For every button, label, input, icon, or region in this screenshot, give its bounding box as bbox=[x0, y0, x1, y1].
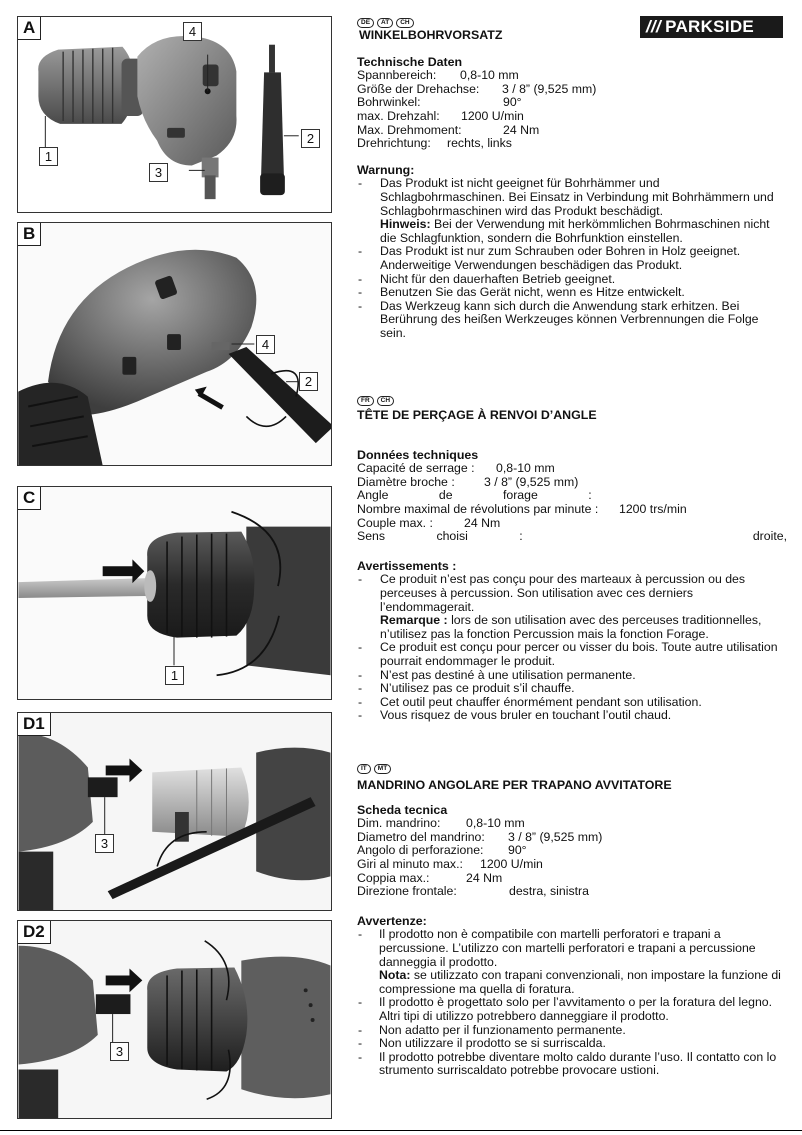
country-badge-de: DE bbox=[357, 18, 374, 28]
figure-label: B bbox=[17, 222, 41, 246]
spec-row: Angolo di perforazione: 90° bbox=[357, 843, 527, 858]
spec-row: Giri al minuto max.: 1200 U/min bbox=[357, 856, 543, 871]
spec-row: Drehrichtung: rechts, links bbox=[357, 136, 512, 151]
warning-item: - Das Produkt ist nur zum Schrauben oder Bohren in Holz geeignet. Anderweitige Verwendungen beschädigen das Produkt. bbox=[358, 244, 741, 272]
country-badge-ch: CH bbox=[396, 18, 413, 28]
country-flags bbox=[357, 396, 787, 406]
warning-item: - Il prodotto è progettato solo per l’avvitamento o per la foratura del legno. Altri tipi di utilizzo potrebbero danneggiare il prodotto. bbox=[358, 995, 773, 1023]
spec-row: Diametro del mandrino: 3 / 8” (9,525 mm) bbox=[357, 829, 603, 844]
figure-d2 bbox=[17, 920, 332, 1119]
attach-to-drill-illustration bbox=[18, 921, 331, 1118]
section-fr bbox=[357, 396, 787, 723]
warning-item: - Il prodotto non è compatibile con martelli perforatori e trapani a percussione. L’utilizzo con martelli perforatori e trapani a percussione danneggia il prodotto. Nota: se utilizzato con trapani convenzionali, non impostare la funzione di compressione ma quella di foratura. bbox=[358, 927, 781, 996]
specs-heading: Données techniques bbox=[357, 447, 479, 462]
callout-3: 3 bbox=[149, 163, 168, 182]
angle-drill-attachment-illustration bbox=[18, 17, 331, 212]
product-title: WINKELBOHRVORSATZ bbox=[359, 28, 503, 42]
callout-3: 3 bbox=[95, 834, 114, 853]
figure-label: D2 bbox=[17, 920, 51, 944]
callout-4: 4 bbox=[183, 22, 202, 41]
warning-list bbox=[357, 928, 787, 1078]
product-title: MANDRINO ANGOLARE PER TRAPANO AVVITATORE bbox=[357, 778, 672, 792]
figure-c bbox=[17, 486, 332, 700]
callout-1: 1 bbox=[39, 147, 58, 166]
spec-row: Sens choisi : droite, bbox=[357, 529, 787, 544]
product-title: TÊTE DE PERÇAGE À RENVOI D’ANGLE bbox=[357, 408, 597, 422]
figure-label: D1 bbox=[17, 712, 51, 736]
warning-item: - Nicht für den dauerhaften Betrieb geeignet. bbox=[358, 271, 616, 286]
country-badge-mt: MT bbox=[374, 764, 391, 774]
callout-2: 2 bbox=[301, 129, 320, 148]
warning-item: - Das Werkzeug kann sich durch die Anwendung stark erhitzen. Bei Berührung des heißen Werkzeuges können Verbrennungen die Folge sein. bbox=[358, 298, 759, 340]
warning-item: - Non utilizzare il prodotto se si surriscalda. bbox=[358, 1036, 606, 1051]
specs-heading: Scheda tecnica bbox=[357, 802, 448, 817]
warning-item: - Das Produkt ist nicht geeignet für Bohrhämmer und Schlagbohrmaschinen. Bei Einsatz in Verbindung mit Bohrhämmern und Schlagbohrmaschinen wird das Produkt beschädigt. Hinweis: Bei der Verwendung mit herkömmlichen Bohrmaschinen nicht die Schlagfunktion, sondern die Bohrfunktion einstellen. bbox=[358, 176, 774, 245]
warning-list bbox=[357, 177, 787, 340]
spec-row: Größe der Drehachse: 3 / 8” (9,525 mm) bbox=[357, 81, 597, 96]
warning-heading: Avvertenze: bbox=[357, 913, 427, 928]
warning-item: - Cet outil peut chauffer énormément pendant son utilisation. bbox=[358, 694, 702, 709]
country-badge-ch: CH bbox=[377, 396, 394, 406]
warning-heading: Warnung: bbox=[357, 162, 415, 177]
spec-row: max. Drehzahl: 1200 U/min bbox=[357, 108, 524, 123]
warning-item: - Ce produit n’est pas conçu pour des marteaux à percussion ou des perceuses à percussion. Son utilisation avec ces derniers l’endommagerait. Remarque : lors de son utilisation avec des perceuses traditionnelles, n’utilisez pas la fonction Percussion mais la fonction Forage. bbox=[358, 572, 762, 641]
warning-item: - N’est pas destiné à une utilisation permanente. bbox=[358, 667, 636, 682]
spec-row: Angle de forage : bbox=[357, 488, 592, 503]
spec-row: Capacité de serrage : 0,8-10 mm bbox=[357, 461, 555, 476]
figure-label: A bbox=[17, 16, 41, 40]
country-flags bbox=[357, 764, 787, 774]
chuck-key-tightening-illustration bbox=[18, 713, 331, 910]
warning-item: - Benutzen Sie das Gerät nicht, wenn es Hitze entwickelt. bbox=[358, 285, 685, 300]
callout-3: 3 bbox=[110, 1042, 129, 1061]
figure-b bbox=[17, 222, 332, 466]
section-de bbox=[357, 18, 787, 340]
section-it bbox=[357, 764, 787, 1078]
warning-item: - Non adatto per il funzionamento permanente. bbox=[358, 1022, 626, 1037]
country-badge-it: IT bbox=[357, 764, 371, 774]
parkside-logo: /// PARKSIDE bbox=[640, 16, 783, 38]
country-badge-at: AT bbox=[377, 18, 393, 28]
warning-item: - Il prodotto potrebbe diventare molto caldo durante l’uso. Il contatto con lo strumento surriscaldato potrebbe provocare ustioni. bbox=[358, 1049, 777, 1078]
spec-row: Max. Drehmoment: 24 Nm bbox=[357, 122, 540, 137]
spec-row: Nombre maximal de révolutions par minute : 1200 trs/min bbox=[357, 501, 687, 516]
figure-d1 bbox=[17, 712, 332, 911]
warning-item: - Vous risquez de vous bruler en touchant l’outil chaud. bbox=[358, 708, 672, 723]
spec-row: Coppia max.: 24 Nm bbox=[357, 870, 503, 885]
figure-label: C bbox=[17, 486, 41, 510]
callout-1: 1 bbox=[165, 666, 184, 685]
callout-4: 4 bbox=[256, 335, 275, 354]
callout-2: 2 bbox=[299, 372, 318, 391]
warning-item: - Ce produit est conçu pour percer ou visser du bois. Toute autre utilisation pourrait endommager le produit. bbox=[358, 640, 778, 668]
warning-item: - N’utilisez pas ce produit s’il chauffe. bbox=[358, 681, 575, 696]
spec-row: Dim. mandrino: 0,8-10 mm bbox=[357, 816, 525, 831]
warning-heading: Avertissements : bbox=[357, 558, 457, 573]
attaching-extension-illustration bbox=[18, 223, 331, 465]
spec-row: Diamètre broche : 3 / 8” (9,525 mm) bbox=[357, 474, 579, 489]
country-badge-fr: FR bbox=[357, 396, 374, 406]
warning-list bbox=[357, 573, 787, 723]
figure-a bbox=[17, 16, 332, 213]
country-flags bbox=[357, 18, 787, 28]
spec-row: Direzione frontale: destra, sinistra bbox=[357, 884, 589, 899]
spec-row: Spannbereich: 0,8-10 mm bbox=[357, 68, 519, 83]
spec-row: Bohrwinkel: 90° bbox=[357, 95, 522, 110]
specs-heading: Technische Daten bbox=[357, 54, 463, 69]
spec-row: Couple max. : 24 Nm bbox=[357, 515, 501, 530]
page-bottom-rule bbox=[0, 1130, 802, 1131]
